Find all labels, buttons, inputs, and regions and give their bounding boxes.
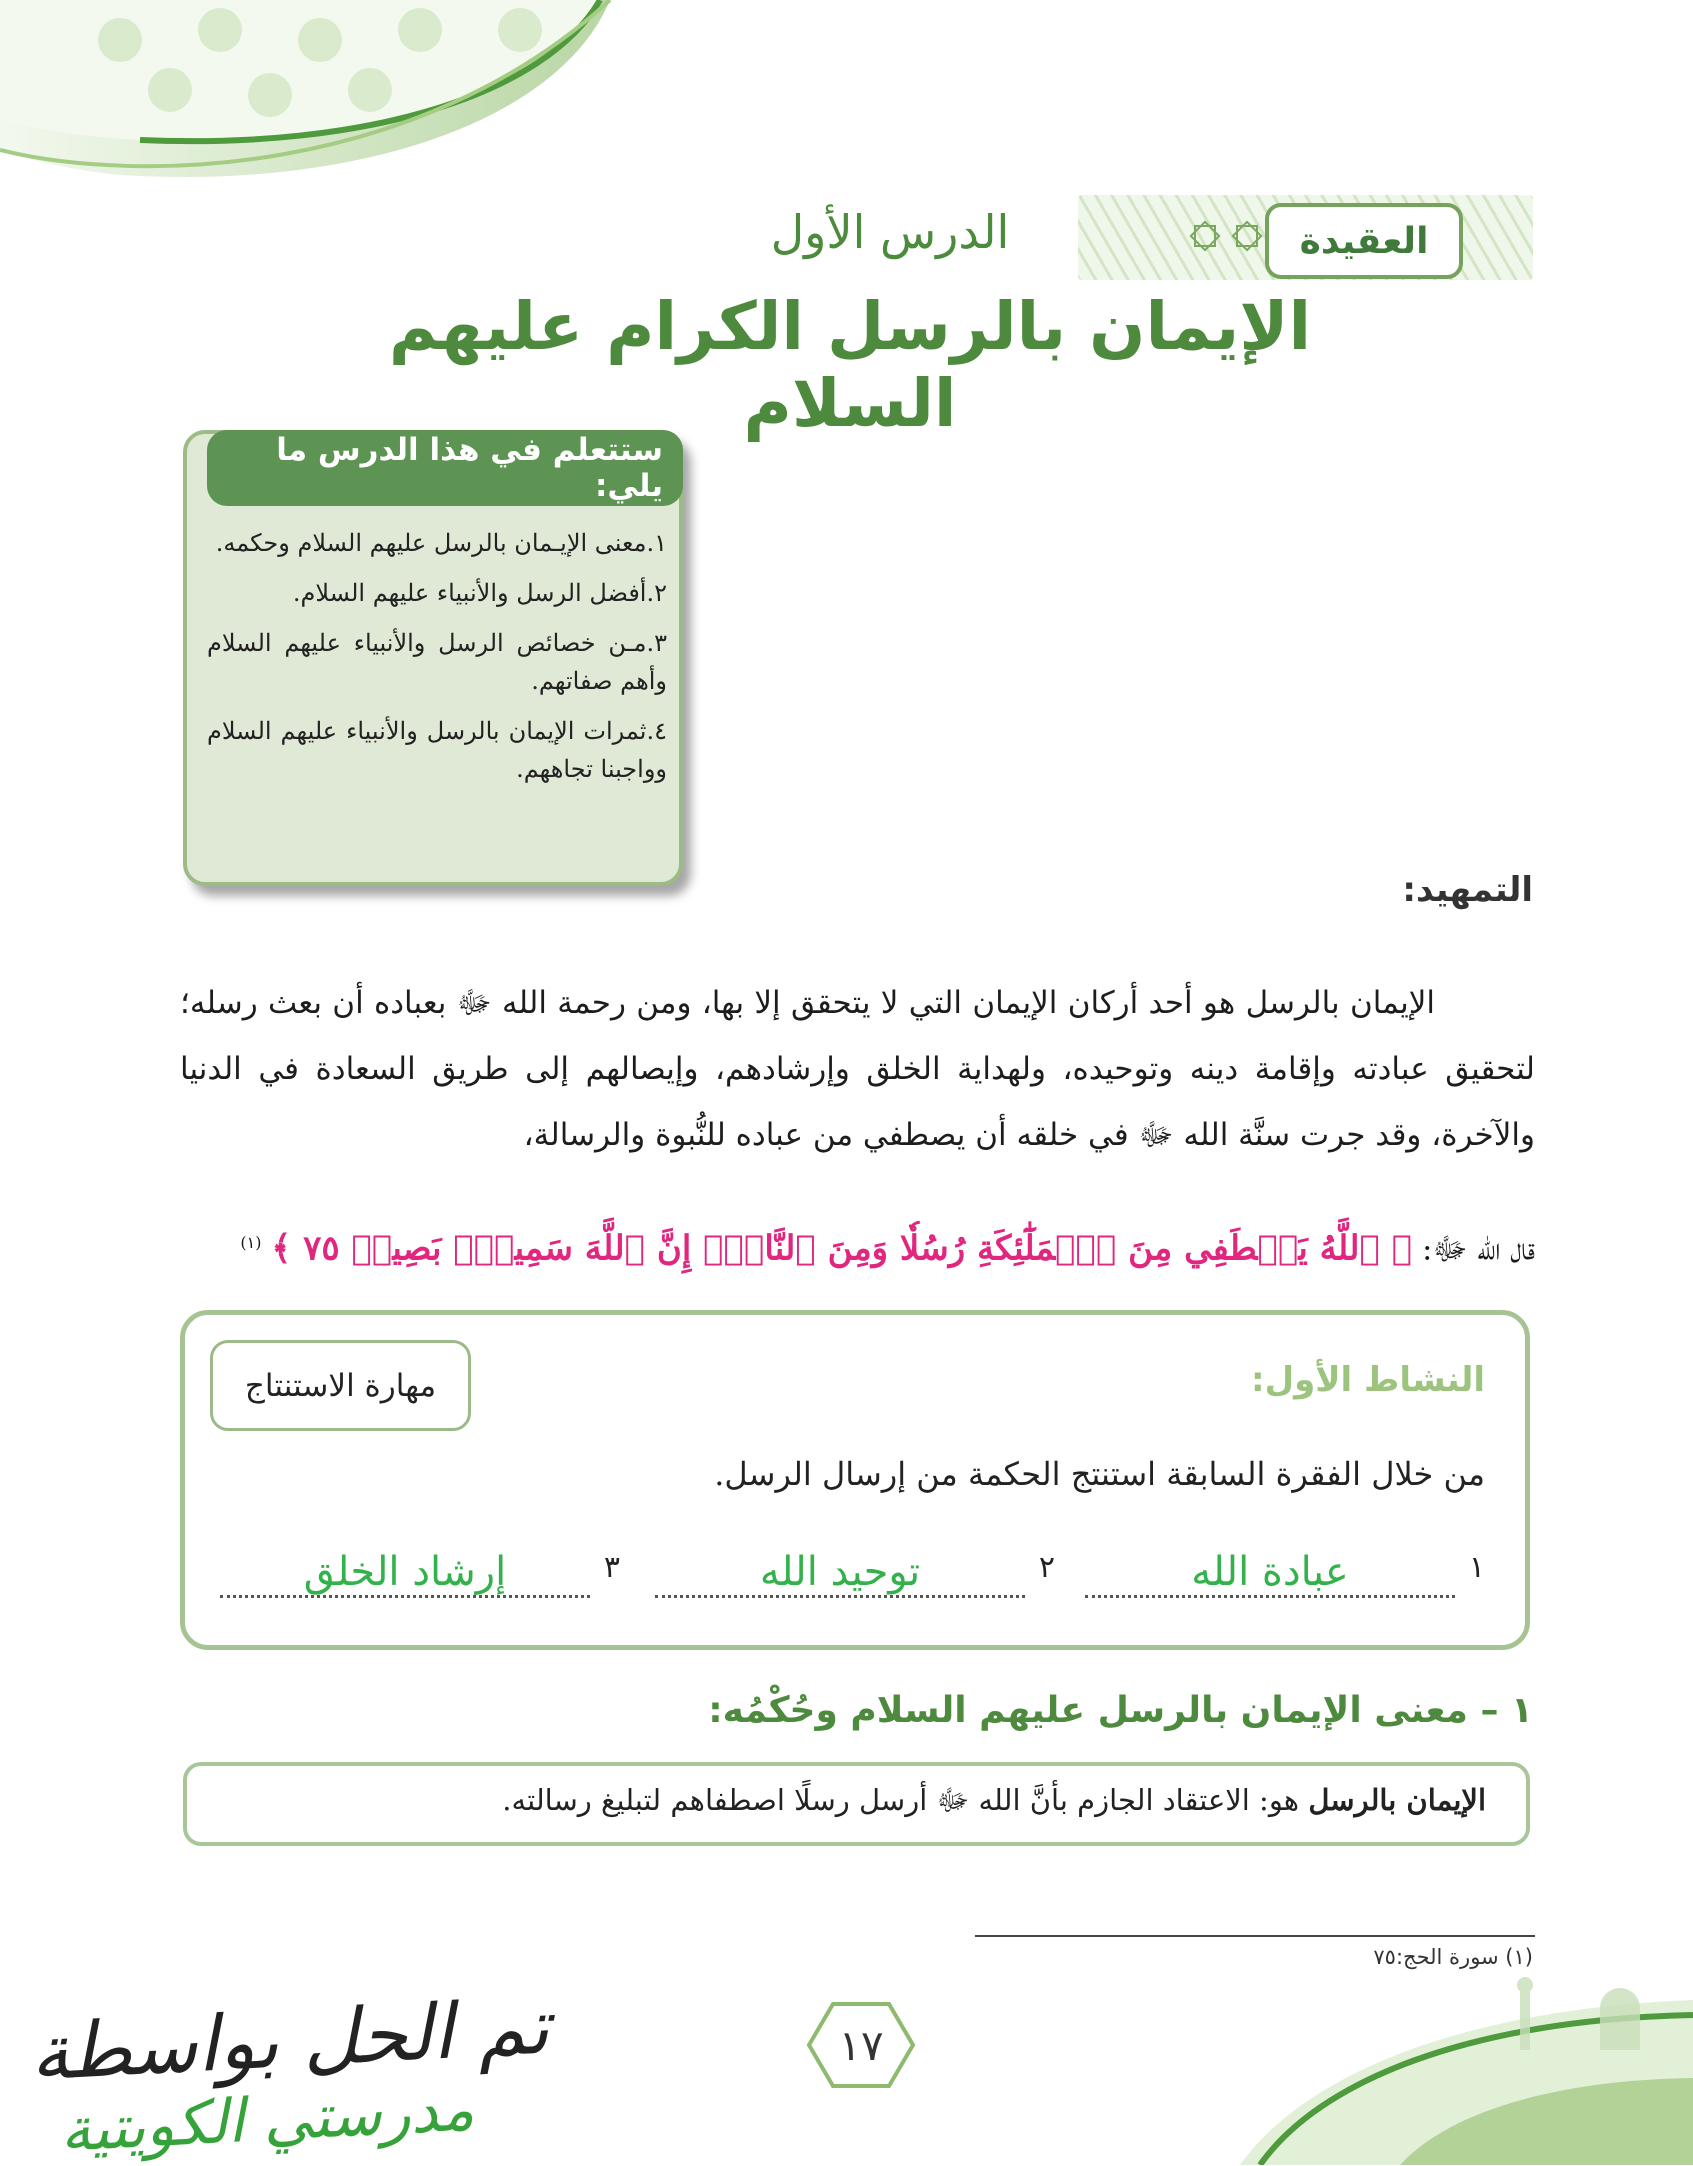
category-tab <box>1078 195 1533 280</box>
intro-paragraph <box>180 970 1535 1168</box>
footnote-divider <box>975 1935 1535 1937</box>
objective-item: ١.معنى الإيـمان بالرسل عليهم السلام وحكمه. <box>215 529 667 557</box>
definition-line <box>502 1783 1486 1825</box>
objectives-box <box>183 430 683 886</box>
answer-field[interactable] <box>1085 1540 1455 1598</box>
footnote-mark: (١) <box>240 1233 262 1252</box>
activity-box <box>180 1310 1530 1650</box>
octagram-icon <box>1187 218 1223 254</box>
lesson-number: الدرس الأول <box>770 205 1010 259</box>
watermark-line2: مدرستي الكويتية <box>58 2074 476 2166</box>
lesson-title: الإيمان بالرسل الكرام عليهم السلام <box>388 288 1312 442</box>
watermark-line1: تم الحل بواسطة <box>28 1981 552 2098</box>
definition-text: هو: الاعتقاد الجازم بأنَّ الله ﷻ أرسل رسلًا اصطفاهم لتبليغ رسالته. <box>502 1783 1309 1817</box>
objective-item: ٢.أفضل الرسل والأنبياء عليهم السلام. <box>292 579 667 607</box>
section-heading: ١ – معنى الإيمان بالرسل عليهم السلام وحُكْمُه: <box>708 1690 1533 1731</box>
footnote-text: (١) سورة الحج:٧٥ <box>1373 1945 1533 1969</box>
answer-number: ٢ <box>1038 1550 1055 1585</box>
answer-number: ١ <box>1468 1550 1485 1585</box>
category-label: العقيدة <box>1265 203 1463 279</box>
activity-question: من خلال الفقرة السابقة استنتج الحكمة من إرسال الرسل. <box>714 1455 1485 1493</box>
skill-badge: مهارة الاستنتاج <box>210 1340 471 1431</box>
verse-intro: قال الله ﷻ: <box>1422 1231 1535 1268</box>
answer-text: توحيد الله <box>759 1549 921 1595</box>
page-number: ١٧ <box>838 2020 884 2070</box>
objectives-list <box>207 524 667 800</box>
definition-term: الإيمان بالرسل <box>1308 1783 1486 1817</box>
answer-field[interactable] <box>655 1540 1025 1598</box>
objectives-heading: ستتعلم في هذا الدرس ما يلي: <box>207 430 683 506</box>
answer-text: إرشاد الخلق <box>303 1549 507 1595</box>
objective-item: ٤.ثمرات الإيمان بالرسل والأنبياء عليهم السلام وواجبنا تجاههم. <box>207 717 667 783</box>
answer-number: ٣ <box>603 1550 620 1585</box>
objective-item: ٣.مـن خصائص الرسل والأنبياء عليهم السلام وأهم صفاتهم. <box>207 629 667 695</box>
answer-field[interactable] <box>220 1540 590 1598</box>
answer-text: عبادة الله <box>1191 1549 1349 1595</box>
verse-line <box>180 1210 1535 1282</box>
octagram-icon <box>1229 218 1265 254</box>
definition-box <box>183 1762 1530 1846</box>
page-number-badge <box>805 2000 917 2090</box>
quran-verse: ﴿ ٱللَّهُ يَصۡطَفِي مِنَ ٱلۡمَلَٰٓئِكَةِ رُسُلٗا وَمِنَ ٱلنَّاسِۚ إِنَّ ٱللَّهَ سَمِيعُۢ بَصِيرٞ ٧٥ ﴾ <box>271 1228 1413 1269</box>
activity-title: النشاط الأول: <box>1250 1360 1485 1400</box>
intro-paragraph-text: الإيمان بالرسل هو أحد أركان الإيمان التي لا يتحقق إلا بها، ومن رحمة الله ﷻ بعباده أن بعث رسله؛ لتحقيق عبادته وإقامة دينه وتوحيده، ولهداية الخلق وإرشادهم، وإيصالهم إلى طريق السعادة في الدنيا والآخرة، وقد جرت سنَّة الله ﷻ في خلقه أن يصطفي من عباده للنُّبوة والرسالة، <box>180 985 1535 1153</box>
intro-heading: التمهيد: <box>1402 870 1533 910</box>
